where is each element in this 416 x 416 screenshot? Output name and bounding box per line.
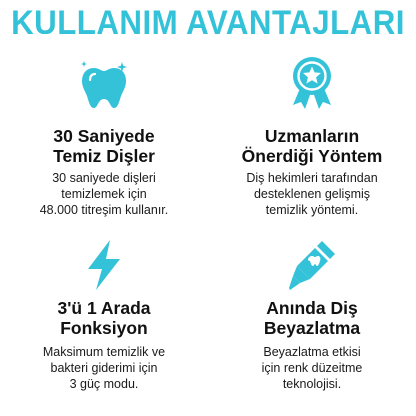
whitening-pen-icon bbox=[286, 238, 338, 292]
feature-three-in-one bbox=[0, 208, 208, 416]
feature-expert-method bbox=[208, 0, 416, 217]
feature-title: 30 Saniyede Temiz Dişler bbox=[53, 126, 155, 166]
feature-instant-whitening bbox=[208, 208, 416, 416]
feature-title: Anında Diş Beyazlatma bbox=[263, 298, 361, 338]
feature-description: Diş hekimleri tarafından desteklenen gelişmiş temizlik yöntemi. bbox=[246, 171, 378, 217]
tooth-icon bbox=[76, 58, 132, 114]
feature-title: Uzmanların Önerdiği Yöntem bbox=[241, 126, 383, 166]
feature-title: 3'ü 1 Arada Fonksiyon bbox=[57, 298, 151, 338]
feature-description: Beyazlatma etkisi için renk düzeitme teknolojisi. bbox=[261, 345, 363, 391]
feature-description: 30 saniyede dişleri temizlemek için 48.000 titreşim kullanır. bbox=[39, 171, 169, 217]
award-ribbon-icon bbox=[284, 52, 340, 112]
page-title: KULLANIM AVANTAJLARI bbox=[11, 4, 405, 34]
feature-description: Maksimum temizlik ve bakteri giderimi için 3 güç modu. bbox=[42, 345, 166, 391]
lightning-bolt-icon bbox=[79, 238, 129, 292]
feature-clean-teeth bbox=[0, 0, 208, 217]
